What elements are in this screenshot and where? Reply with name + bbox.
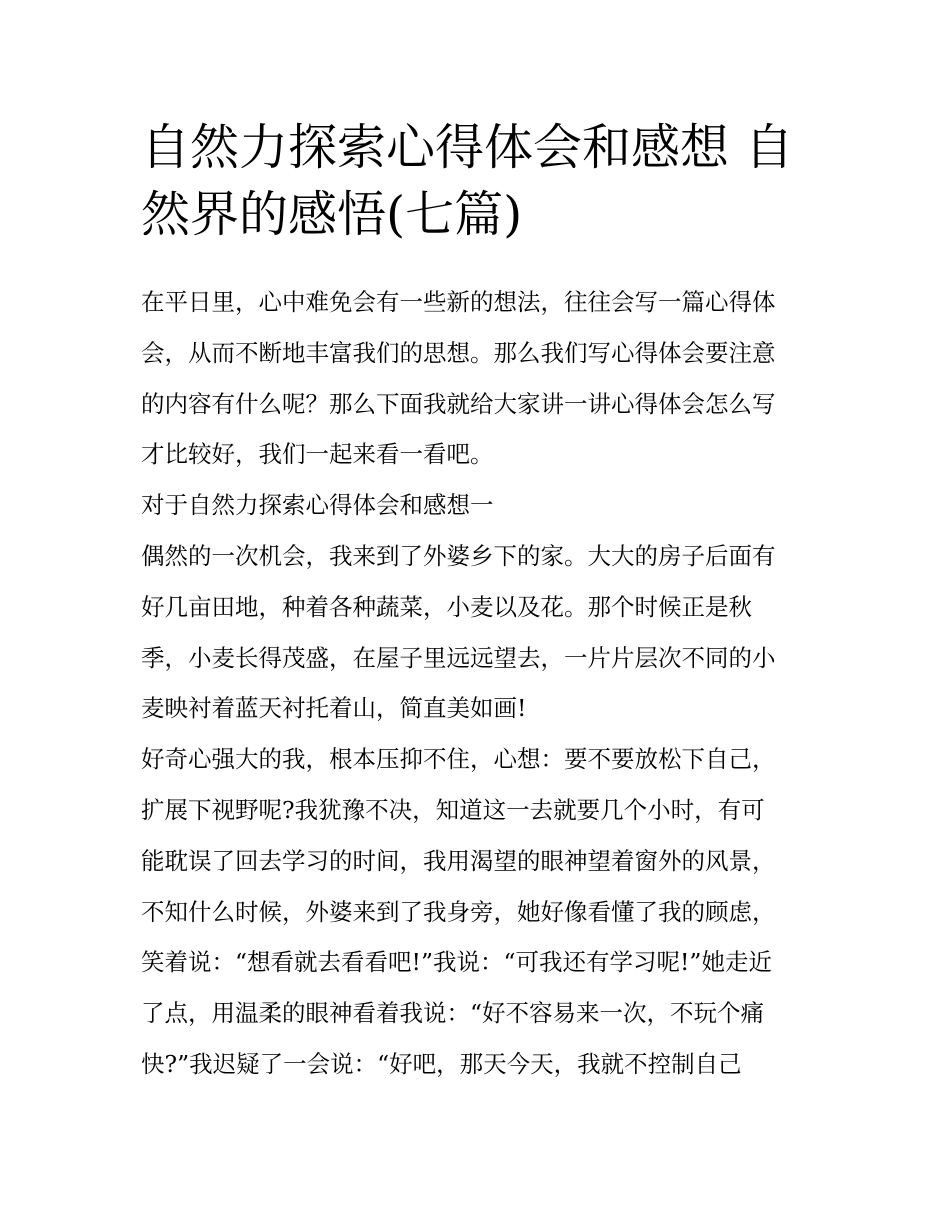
text-line: 的内容有什么呢？那么下面我就给大家讲一讲心得体会怎么写 bbox=[141, 389, 776, 418]
text-line: 在平日里，心中难免会有一些新的想法，往往会写一篇心得体 bbox=[141, 288, 776, 316]
text-line: 麦映衬着蓝天衬托着山，简直美如画! bbox=[141, 694, 527, 723]
text-line: 才比较好，我们一起来看一看吧。 bbox=[141, 440, 494, 469]
text-line: 偶然的一次机会，我来到了外婆乡下的家。大大的房子后面有 bbox=[141, 541, 776, 570]
text-line: 快?”我迟疑了一会说：“好吧，那天今天，我就不控制自己 bbox=[141, 1049, 742, 1078]
text-line: 不知什么时候，外婆来到了我身旁，她好像看懂了我的顾虑， bbox=[141, 897, 776, 926]
intro-paragraph bbox=[141, 277, 831, 480]
text-line: 好几亩田地，种着各种蔬菜，小麦以及花。那个时候正是秋 bbox=[141, 592, 752, 621]
text-line: 了点，用温柔的眼神看着我说：“好不容易来一次，不玩个痛 bbox=[141, 999, 765, 1028]
text-line: 好奇心强大的我，根本压抑不住，心想：要不要放松下自己， bbox=[141, 745, 776, 774]
document-body bbox=[141, 277, 831, 1090]
text-line: 能耽误了回去学习的时间，我用渴望的眼神望着窗外的风景， bbox=[141, 846, 776, 875]
text-line: 会，从而不断地丰富我们的思想。那么我们写心得体会要注意 bbox=[141, 338, 776, 367]
title-line: 然界的感悟(七篇) bbox=[141, 186, 523, 243]
section-heading: 对于自然力探索心得体会和感想一 bbox=[141, 491, 494, 520]
text-line: 季，小麦长得茂盛，在屋子里远远望去，一片片层次不同的小 bbox=[141, 643, 776, 672]
title-line: 自然力探索心得体会和感想 自 bbox=[141, 119, 794, 176]
document-title bbox=[141, 114, 821, 248]
paragraph-2 bbox=[141, 734, 831, 1090]
text-line: 扩展下视野呢?我犹豫不决，知道这一去就要几个小时，有可 bbox=[141, 795, 765, 824]
paragraph-1 bbox=[141, 531, 831, 734]
text-line: 笑着说：“想看就去看看吧!”我说：“可我还有学习呢!”她走近 bbox=[141, 948, 772, 977]
